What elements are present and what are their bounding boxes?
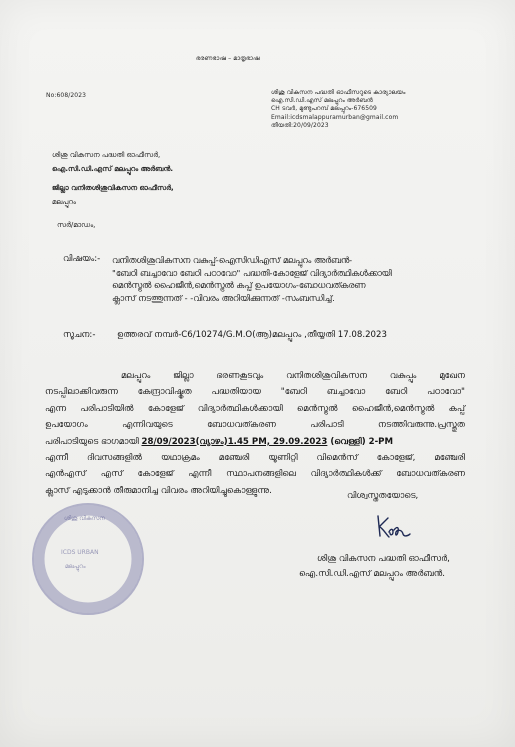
seal-text: മലപ്പുറം: [65, 563, 86, 570]
seal-text: ശിശു വികസന: [64, 515, 105, 522]
from-line: ശിശു വികസന പദ്ധതി ഓഫീസർ,: [52, 151, 161, 159]
signature-image: [372, 512, 414, 542]
body-text: പരിപാടിയുടെ ഭാഗമായി: [45, 436, 142, 447]
seal-text: ICDS URBAN: [61, 549, 99, 556]
subject-line: ക്ലാസ് നടത്തുന്നത് - -വിവരം അറിയിക്കുന്നത് -സംബന്ധിച്ച്.: [112, 292, 335, 303]
body-line: ഉപയോഗം എന്നിവയുടെ ബോധവത്കരണ പരിപാടി നടത്തിവരുന്നു.പ്രസ്തുത: [45, 420, 465, 431]
body-paragraph: [45, 368, 465, 499]
sender-line: ശിശു വികസന പദ്ധതി ഓഫീസറുടെ കാര്യാലയം: [271, 89, 406, 96]
to-block: [52, 181, 174, 209]
body-text: (വെള്ളി) 2-PM: [327, 436, 394, 447]
sender-line: CH ടവർ, മുണ്ടുപറമ്പ് മലപ്പുറം-676509: [271, 105, 377, 113]
signatory-line: ഐ.സി.ഡി.എസ് മലപ്പുറം അർബൻ.: [299, 569, 445, 579]
signatory: [299, 552, 450, 582]
salutation: സർ/മാഡം,: [57, 221, 96, 229]
subject-label: വിഷയം:-: [63, 254, 101, 264]
body-line: മലപ്പുറം ജില്ലാ ഭരണകൂടവും വനിതശിശുവികസന വകുപ്പും മുഖേന: [121, 371, 465, 381]
reference-label: സൂചന:-: [63, 330, 96, 340]
from-line: ഐ.സി.ഡി.എസ് മലപ്പുറം അർബൻ.: [52, 165, 174, 173]
sender-address: [271, 89, 405, 130]
event-dates: 28/09/2023(വ്യാഴം)1.45 PM, 29.09.2023: [141, 436, 328, 447]
subject-text: [112, 254, 392, 304]
subject-line: "ബേഠി ബച്ചാവോ ബേഠി പഠാവോ" പദ്ധതി-കോളേജ് വിദ്യാർത്ഥികൾക്കായി: [112, 267, 392, 278]
page-heading: ഭരണഭാഷ – മാതൃഭാഷ: [196, 55, 260, 62]
sender-line: ഐ.സി.ഡി.എസ് മലപ്പുറം അർബൻ: [271, 97, 373, 105]
valediction: വിശ്വസ്തതയോടെ,: [347, 491, 419, 501]
body-line: എന്നീ ദിവസങ്ങളിൽ യഥാക്രമം മഞ്ചേരി യൂണിറ്റി വിമെൻസ് കോളേജ്, മഞ്ചേരി: [45, 453, 465, 464]
subject-line: മെൻസ്ട്രൽ ഹൈജീൻ,മെൻസ്ട്രൽ കപ്പ് ഉപയോഗം-ബോധവത്കരണ: [112, 280, 366, 291]
ref-number: No:608/2023: [46, 92, 87, 99]
sender-email: Email:icdsmalappuramurban@gmail.com: [271, 113, 399, 121]
body-line: ക്ലാസ് എടുക്കാൻ തീരുമാനിച്ച വിവരം അറിയിച്ചുകൊള്ളുന്നു.: [45, 485, 272, 496]
body-line: എൻഎസ് എസ് കോളേജ് എന്നീ സ്ഥാപനങ്ങളിലെ വിദ്യാർത്ഥികൾക്ക് ബോധവത്കരണ: [45, 469, 465, 480]
letter-date: തീയതി:20/09/2023: [271, 121, 329, 129]
body-line: എന്ന പരിപാടിയിൽ കോളേജ് വിദ്യാർത്ഥികൾക്കായി മെൻസ്ട്രൽ ഹൈജീൻ,മെൻസ്ട്രൽ കപ്പ്: [45, 403, 465, 414]
subject-line: വനിതശിശുവികസന വകുപ്പ്-ഐസിഡിഎസ് മലപ്പുറം അർബൻ-: [112, 255, 353, 265]
from-block: [52, 148, 173, 176]
body-line: നടപ്പിലാക്കിവരുന്ന കേന്ദ്രാവിഷ്കൃത പദ്ധതിയായ "ബേഠി ബച്ചാവോ ബേഠി പഠാവോ": [45, 387, 465, 398]
to-line: ജില്ലാ വനിതശിശുവികസന ഓഫീസർ,: [52, 184, 174, 192]
to-line: മലപ്പുറം: [52, 198, 76, 206]
reference-text: ഉത്തരവ് നമ്പർ-C6/10274/G.M.O(ആ)മലപ്പുറം ,തീയ്യതി 17.08.2023: [117, 330, 387, 340]
body-line-dates: [45, 434, 465, 450]
signatory-line: ശിശു വികസന പദ്ധതി ഓഫീസർ,: [317, 554, 450, 564]
office-seal: [32, 503, 144, 615]
